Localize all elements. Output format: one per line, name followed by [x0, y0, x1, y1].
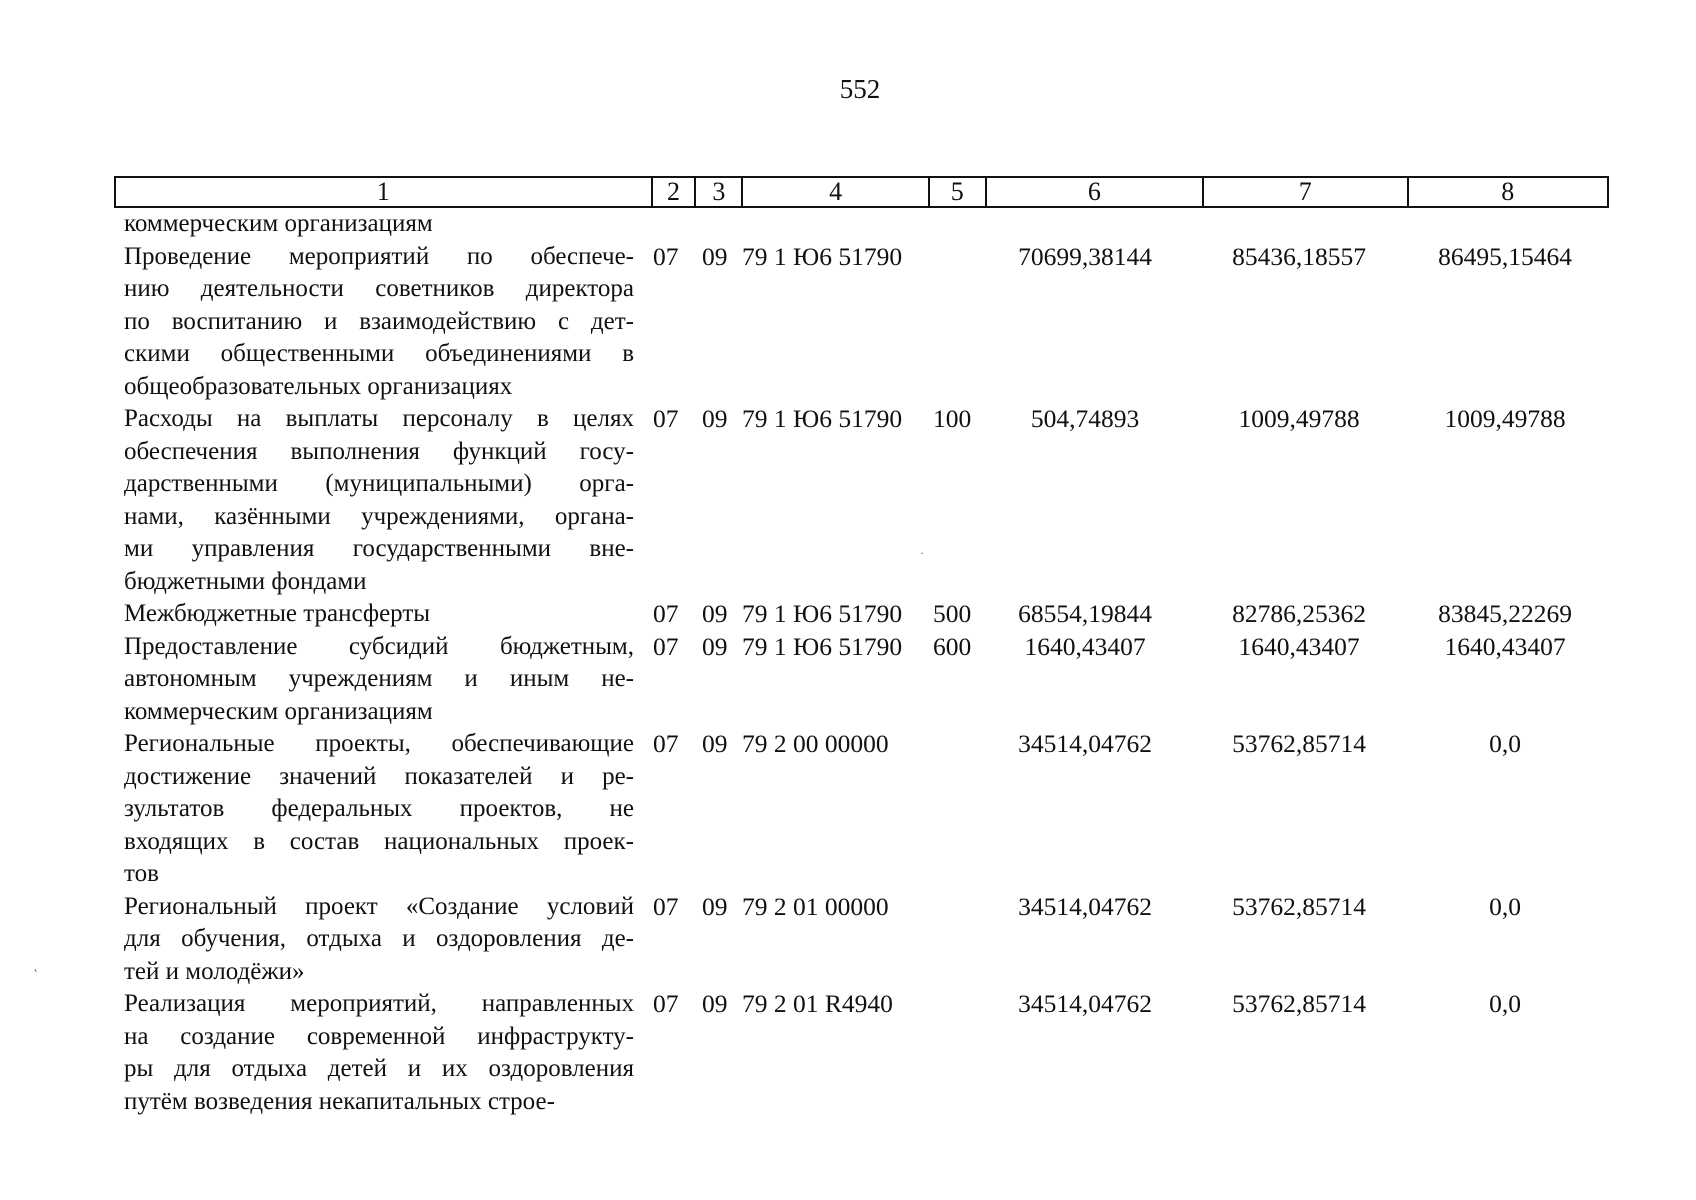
- row-description: [124, 631, 634, 729]
- amount-col-6: 34514,04762: [1018, 891, 1152, 921]
- amount-col-8: 1009,49788: [1444, 404, 1566, 433]
- column-header-row: [114, 176, 1609, 208]
- budget-table-body: [0, 208, 1696, 1118]
- description-line: нами, казёнными учреждениями, органа-: [124, 502, 634, 530]
- description-line: путём возведения некапитальных строе-: [124, 1087, 555, 1115]
- expense-type-code: 600: [933, 631, 972, 661]
- scan-speck: ·: [920, 546, 924, 560]
- expense-type-code: 100: [933, 404, 972, 433]
- description-line: ми управления государственными вне-: [124, 535, 634, 562]
- section-code: 07: [653, 891, 679, 921]
- column-header-5: 5: [930, 178, 987, 206]
- table-row: [0, 728, 1696, 891]
- row-description: [124, 403, 634, 598]
- amount-col-6: 1640,43407: [1024, 631, 1146, 661]
- section-code: 07: [653, 599, 679, 628]
- amount-col-8: 86495,15464: [1438, 241, 1572, 271]
- column-header-8: 8: [1501, 177, 1515, 206]
- target-article-code: 79 1 Ю6 51790: [742, 631, 903, 661]
- amount-col-8: 1640,43407: [1444, 631, 1566, 661]
- description-line: зультатов федеральных проектов, не: [124, 795, 634, 822]
- table-row: [0, 241, 1696, 404]
- description-line: Региональные проекты, обеспечивающие: [124, 730, 634, 757]
- column-header-1: 1: [116, 178, 653, 206]
- description-line: тов: [124, 860, 159, 887]
- column-header-3: 3: [696, 178, 743, 206]
- row-description: [124, 208, 634, 241]
- row-description: [124, 891, 634, 989]
- description-line: для обучения, отдыха и оздоровления де-: [124, 925, 634, 952]
- description-line: ры для отдыха детей и их оздоровления: [124, 1055, 634, 1082]
- description-line: скими общественными объединениями в: [124, 340, 634, 367]
- column-header-6: 6: [987, 178, 1204, 206]
- table-row: [0, 598, 1696, 631]
- amount-col-7: 85436,18557: [1232, 241, 1366, 271]
- subsection-code: 09: [702, 404, 728, 433]
- amount-col-6: 34514,04762: [1018, 989, 1152, 1018]
- subsection-code: 09: [702, 599, 728, 628]
- description-line: дарственными (муниципальными) орга-: [124, 470, 634, 497]
- target-article-code: 79 2 01 R4940: [742, 989, 893, 1018]
- table-row: [0, 631, 1696, 729]
- amount-col-6: 34514,04762: [1018, 729, 1152, 758]
- description-line: коммерческим организациям: [124, 210, 433, 237]
- description-line: на создание современной инфраструкту-: [124, 1022, 634, 1050]
- amount-col-8: 0,0: [1489, 891, 1521, 921]
- subsection-code: 09: [702, 729, 728, 758]
- description-line: общеобразовательных организациях: [124, 372, 513, 400]
- amount-col-7: 1009,49788: [1238, 404, 1360, 433]
- row-description: [124, 728, 634, 891]
- amount-col-7: 53762,85714: [1232, 989, 1366, 1018]
- amount-col-8: 83845,22269: [1438, 599, 1572, 628]
- description-line: входящих в состав национальных проек-: [124, 827, 634, 855]
- section-code: 07: [653, 404, 679, 433]
- row-description: [124, 598, 634, 631]
- amount-col-8: 0,0: [1489, 989, 1521, 1018]
- amount-col-6: 70699,38144: [1018, 241, 1152, 271]
- target-article-code: 79 1 Ю6 51790: [742, 599, 903, 628]
- subsection-code: 09: [702, 989, 728, 1018]
- section-code: 07: [653, 989, 679, 1018]
- row-description: [124, 988, 634, 1118]
- section-code: 07: [653, 241, 679, 271]
- description-line: нию деятельности советников директора: [124, 275, 634, 302]
- description-line: Расходы на выплаты персоналу в целях: [124, 405, 634, 432]
- target-article-code: 79 2 00 00000: [742, 729, 889, 758]
- amount-col-6: 504,74893: [1030, 404, 1140, 433]
- amount-col-7: 53762,85714: [1232, 729, 1366, 758]
- table-row: [0, 403, 1696, 598]
- amount-col-7: 82786,25362: [1232, 599, 1366, 628]
- subsection-code: 09: [702, 631, 728, 661]
- description-line: автономным учреждениям и иным не-: [124, 665, 634, 692]
- amount-col-6: 68554,19844: [1018, 599, 1152, 628]
- column-header-4: 4: [743, 178, 930, 206]
- description-line: бюджетными фондами: [124, 567, 367, 595]
- description-line: по воспитанию и взаимодействию с дет-: [124, 307, 634, 335]
- description-line: Проведение мероприятий по обеспече-: [124, 242, 634, 270]
- target-article-code: 79 1 Ю6 51790: [742, 241, 903, 271]
- description-line: Региональный проект «Создание условий: [124, 892, 634, 920]
- table-row: [0, 891, 1696, 989]
- section-code: 07: [653, 631, 679, 661]
- description-line: обеспечения выполнения функций госу-: [124, 437, 634, 465]
- scan-speck: ˛: [34, 958, 38, 972]
- amount-col-7: 53762,85714: [1232, 891, 1366, 921]
- description-line: достижение значений показателей и ре-: [124, 762, 634, 790]
- description-line: Межбюджетные трансферты: [124, 600, 431, 627]
- description-line: тей и молодёжи»: [124, 957, 305, 985]
- target-article-code: 79 2 01 00000: [742, 891, 889, 921]
- page-number: 552: [839, 74, 881, 104]
- section-code: 07: [653, 729, 679, 758]
- column-header-7: 7: [1204, 178, 1408, 206]
- amount-col-7: 1640,43407: [1238, 631, 1360, 661]
- expense-type-code: 500: [933, 599, 972, 628]
- row-description: [124, 241, 634, 404]
- amount-col-8: 0,0: [1489, 729, 1521, 758]
- description-line: коммерческим организациям: [124, 697, 433, 725]
- table-row: [0, 208, 1696, 241]
- column-header-2: 2: [653, 178, 697, 206]
- table-row: [0, 988, 1696, 1118]
- subsection-code: 09: [702, 891, 728, 921]
- description-line: Предоставление субсидий бюджетным,: [124, 632, 634, 660]
- description-line: Реализация мероприятий, направленных: [124, 990, 634, 1017]
- subsection-code: 09: [702, 241, 728, 271]
- target-article-code: 79 1 Ю6 51790: [742, 404, 903, 433]
